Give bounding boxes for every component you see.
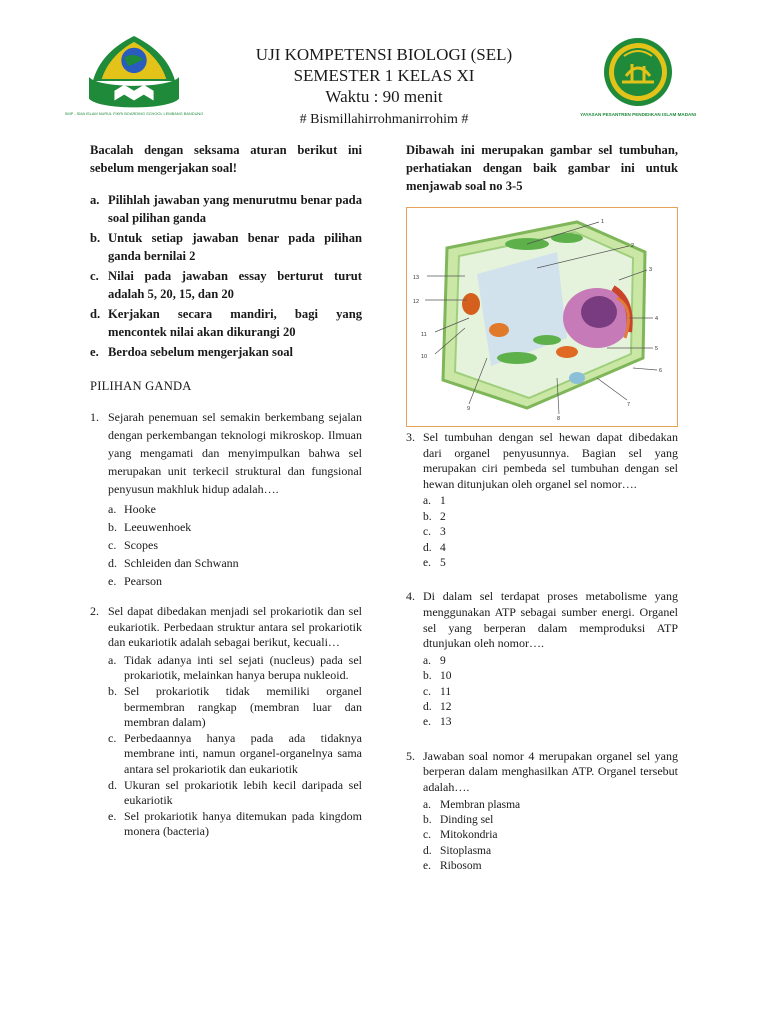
answer-option[interactable]: e. Ribosom: [423, 860, 482, 873]
rule-item: c. Nilai pada jawaban essay berturut turut adalah 5, 20, 15, dan 20: [90, 269, 362, 301]
answer-option[interactable]: a. Tidak adanya inti sel sejati (nucleus) pada sel prokariotik, melainkan hanya berupa nukleoid.: [108, 652, 362, 683]
answer-option[interactable]: a. Hooke: [108, 502, 156, 516]
answer-option[interactable]: c. Mitokondria: [423, 829, 498, 842]
answer-option[interactable]: c. 11: [423, 685, 452, 698]
answer-option[interactable]: a. 1: [423, 495, 446, 508]
rule-item: a. Pilihlah jawaban yang menurutmu benar pada soal pilihan ganda: [90, 193, 362, 225]
answer-options: [406, 798, 678, 875]
section-title: PILIHAN GANDA: [90, 379, 192, 393]
answer-option[interactable]: d. Ukuran sel prokariotik lebih kecil daripada sel eukariotik: [108, 777, 362, 808]
figure-label: 3: [649, 267, 653, 273]
answer-option[interactable]: d. Schleiden dan Schwann: [108, 556, 239, 570]
exam-header: [200, 44, 568, 130]
exam-time: Waktu : 90 menit: [325, 87, 443, 106]
foundation-logo: [580, 36, 696, 128]
figure-label: 4: [655, 316, 659, 322]
instructions-list: [90, 191, 362, 361]
plant-cell-diagram: [407, 208, 677, 426]
answer-option[interactable]: e. Pearson: [108, 574, 162, 588]
question-5: 5. Jawaban soal nomor 4 merupakan organel sel yang berperan dalam menghasilkan ATP. Organel tersebut adalah…. a. Membran plasma b. Dinding sel c. Mitokondria d. Sitoplasma e. Ribosom: [406, 749, 678, 875]
figure-label: 9: [467, 406, 471, 412]
figure-label: 6: [659, 368, 663, 374]
figure-label: 11: [421, 332, 427, 338]
exam-bismillah: # Bismillahirrohmanirrohim #: [299, 112, 469, 127]
answer-option[interactable]: c. Scopes: [108, 538, 158, 552]
left-column: [90, 141, 362, 840]
answer-option[interactable]: b. Dinding sel: [423, 814, 494, 826]
rule-item: b. Untuk setiap jawaban benar pada pilihan ganda bernilai 2: [90, 231, 362, 263]
answer-option[interactable]: e. Sel prokariotik hanya ditemukan pada kingdom monera (bacteria): [108, 808, 362, 839]
exam-semester: SEMESTER 1 KELAS XI: [293, 66, 475, 85]
figure-label: 8: [557, 416, 561, 422]
answer-option[interactable]: d. Sitoplasma: [423, 844, 492, 857]
answer-option[interactable]: d. 12: [423, 701, 452, 713]
answer-options: [90, 500, 362, 590]
answer-option[interactable]: c. 3: [423, 526, 446, 539]
figure-label: 1: [601, 219, 605, 225]
figure-label: 13: [413, 275, 420, 281]
plant-cell-figure: [406, 207, 678, 427]
question-3: 3. Sel tumbuhan dengan sel hewan dapat dibedakan dari organel penyusunnya. Bagian sel yang merupakan ciri pembeda sel tumbuhan dengan sel hewan ditunjukan oleh organel sel nomor…. a. 1 b. 2 c. 3 d. 4 e. 5: [406, 430, 678, 571]
answer-option[interactable]: a. Membran plasma: [423, 798, 521, 811]
rule-item: d. Kerjakan secara mandiri, bagi yang mencontek nilai akan dikurangi 20: [90, 307, 362, 339]
question-4: 4. Di dalam sel terdapat proses metabolisme yang menggunakan ATP sebagai sumber energi. Organel sel yang berperan dalam memproduksi ATP dtunjukan oleh nomor…. a. 9 b. 10 c. 11 d. 12 e. 13: [406, 589, 678, 730]
question-text: Di dalam sel terdapat proses metabolisme yang menggunakan ATP sebagai sumber energi. Organel sel yang berperan dalam memproduksi ATP dtunjukan oleh nomor….: [423, 589, 678, 651]
figure-label: 2: [631, 243, 635, 249]
right-column: [406, 141, 678, 195]
rule-item: e. Berdoa sebelum mengerjakan soal: [90, 345, 294, 359]
answer-option[interactable]: a. 9: [423, 654, 446, 667]
figure-intro: Dibawah ini merupakan gambar sel tumbuhan, perhatiakan dengan baik gambar ini untuk menjawab soal no 3-5: [406, 143, 678, 193]
answer-option[interactable]: c. Perbedaannya hanya pada ada tidaknya membrane inti, namun organel-organelnya sama antara sel prokariotik dan eukariotik: [108, 730, 362, 776]
question-text: Jawaban soal nomor 4 merupakan organel sel yang berperan dalam menghasilkan ATP. Organel tersebut adalah….: [423, 748, 678, 794]
answer-option[interactable]: b. 10: [423, 670, 452, 683]
school-logo: [64, 34, 204, 124]
instructions-intro: Bacalah dengan seksama aturan berikut ini sebelum mengerjakan soal!: [90, 143, 362, 175]
figure-label: 7: [627, 402, 631, 408]
answer-options: [406, 654, 678, 731]
answer-option[interactable]: e. 13: [423, 716, 452, 729]
question-1: 1. Sejarah penemuan sel semakin berkembang sejalan dengan perkembangan teknologi mikroskop. Ilmuan yang mengamati dan menyimpulkan bahwa sel merupakan unit terkecil struktural dan fungsional penyusun makhluk hidup adalah…. a. Hooke b. Leeuwenhoek c. Scopes d. Schleiden dan Schwann e. Pearson: [90, 410, 362, 588]
school-logo-text: SMP - SMA ISLAM NURUL FIKRI BOARDING SCHOOL LEMBANG BANDUNG: [64, 111, 204, 117]
right-questions: [406, 430, 678, 875]
figure-label: 10: [421, 354, 428, 360]
answer-option[interactable]: b. Sel prokariotik tidak memiliki organel bermembran rangkap (membran luar dan membran dalam): [108, 683, 362, 730]
question-text: Sel dapat dibedakan menjadi sel prokariotik dan sel eukariotik. Perbedaan struktur antara sel prokariotik dan eukariotik adalah sebagai berikut, kecuali…: [108, 604, 362, 650]
answer-option[interactable]: e. 5: [423, 557, 446, 569]
answer-option[interactable]: d. 4: [423, 541, 446, 554]
figure-label: 5: [655, 346, 659, 352]
question-text: Sel tumbuhan dengan sel hewan dapat dibedakan dari organel penyusunnya. Bagian sel yang merupakan ciri pembeda sel tumbuhan dengan sel hewan ditunjukan oleh organel sel nomor….: [423, 430, 678, 491]
foundation-logo-text: YAYASAN PESANTREN PENDIDIKAN ISLAM MADANI: [580, 112, 696, 117]
figure-label: 12: [413, 299, 420, 305]
answer-options: [90, 653, 362, 840]
question-2: 2. Sel dapat dibedakan menjadi sel prokariotik dan sel eukariotik. Perbedaan struktur antara sel prokariotik dan eukariotik adalah sebagai berikut, kecuali… a. Tidak adanya inti sel sejati (nucleus) pada sel prokariotik, melainkan hanya berupa nukleoid. b. Sel prokariotik tidak memiliki organel bermembran rangkap (membran luar dan membran dalam) c. Perbedaannya hanya pada ada tidaknya membrane inti, namun organel-organelnya sama antara sel prokariotik dan eukariotik d. Ukuran sel prokariotik lebih kecil daripada sel eukariotik e. Sel prokariotik hanya ditemukan pada kingdom monera (bacteria): [90, 604, 362, 839]
answer-option[interactable]: b. Leeuwenhoek: [108, 520, 192, 534]
question-text: Sejarah penemuan sel semakin berkembang sejalan dengan perkembangan teknologi mikroskop. Ilmuan yang mengamati dan menyimpulkan bahwa sel merupakan unit terkecil struktural dan fungsional penyusun makhluk hidup adalah….: [108, 410, 362, 496]
exam-title: UJI KOMPETENSI BIOLOGI (SEL): [255, 45, 513, 64]
answer-options: [406, 494, 678, 571]
answer-option[interactable]: b. 2: [423, 510, 446, 523]
